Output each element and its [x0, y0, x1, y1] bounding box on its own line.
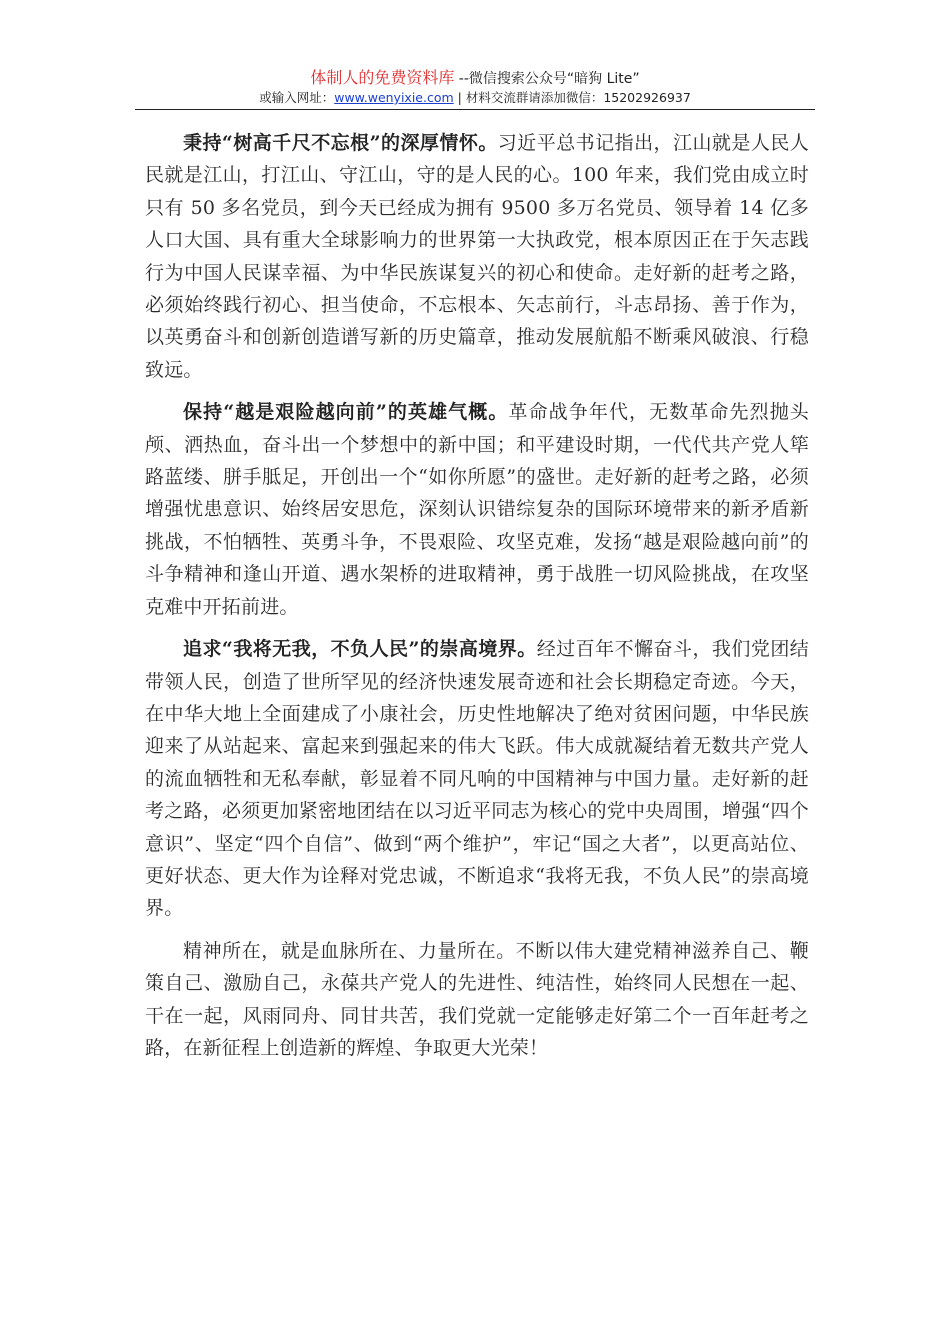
- paragraph-text: 革命战争年代，无数革命先烈抛头颅、洒热血，奋斗出一个梦想中的新中国；和平建设时期，一代代共产党人筚路蓝缕、胼手胝足，开创出一个“如你所愿”的盛世。走好新的赶考之路，必须增强忧患意识、始终居安思危，深刻认识错综复杂的国际环境带来的新矛盾新挑战，不怕牺牲、英勇斗争，不畏艰险、攻坚克难，发扬“越是艰险越向前”的斗争精神和逢山开道、遇水架桥的进取精神，勇于战胜一切风险挑战，在攻坚克难中开拓前进。: [145, 401, 809, 618]
- header-brand: 体制人的免费资料库: [310, 68, 455, 87]
- paragraph-2: [145, 396, 809, 623]
- header-contact-line: [135, 89, 815, 107]
- paragraph-heading: 保持“越是艰险越向前”的英雄气概。: [183, 401, 509, 424]
- header-promo-line: [135, 68, 815, 89]
- header-contact: | 材料交流群请添加微信：15202926937: [453, 90, 691, 105]
- paragraph-4: [145, 935, 809, 1065]
- page-header: [135, 68, 815, 107]
- document-body: [145, 127, 809, 1074]
- header-tagline: --微信搜索公众号“暗狗 Lite”: [454, 71, 640, 87]
- paragraph-3: [145, 633, 809, 925]
- paragraph-heading: 秉持“树高千尺不忘根”的深厚情怀。: [183, 132, 498, 154]
- header-website-link[interactable]: www.wenyixie.com: [334, 90, 454, 105]
- paragraph-heading: 追求“我将无我，不负人民”的崇高境界。: [183, 638, 537, 661]
- paragraph-1: [145, 127, 809, 386]
- paragraph-text: 习近平总书记指出，江山就是人民人民就是江山，打江山、守江山，守的是人民的心。100 年来，我们党由成立时只有 50 多名党员，到今天已经成为拥有 9500 多万名党员、领导着 14 亿多人口大国、具有重大全球影响力的世界第一大执政党，根本原因正在于矢志践行为中国人民谋幸福、为中华民族谋复兴的初心和使命。走好新的赶考之路，必须始终践行初心、担当使命，不忘根本、矢志前行，斗志昂扬、善于作为，以英勇奋斗和创新创造谱写新的历史篇章，推动发展航船不断乘风破浪、行稳致远。: [145, 132, 809, 381]
- paragraph-text: 经过百年不懈奋斗，我们党团结带领人民，创造了世所罕见的经济快速发展奇迹和社会长期稳定奇迹。今天，在中华大地上全面建成了小康社会，历史性地解决了绝对贫困问题，中华民族迎来了从站起来、富起来到强起来的伟大飞跃。伟大成就凝结着无数共产党人的流血牺牲和无私奉献，彰显着不同凡响的中国精神与中国力量。走好新的赶考之路，必须更加紧密地团结在以习近平同志为核心的党中央周围，增强“四个意识”、坚定“四个自信”、做到“两个维护”，牢记“国之大者”，以更高站位、更好状态、更大作为诠释对党忠诚，不断追求“我将无我，不负人民”的崇高境界。: [145, 638, 809, 920]
- paragraph-text: 精神所在，就是血脉所在、力量所在。不断以伟大建党精神滋养自己、鞭策自己、激励自己，永葆共产党人的先进性、纯洁性，始终同人民想在一起、干在一起，风雨同舟、同甘共苦，我们党就一定能够走好第二个一百年赶考之路，在新征程上创造新的辉煌、争取更大光荣！: [145, 939, 809, 1059]
- header-divider: [135, 109, 815, 110]
- header-url-prefix: 或输入网址：: [259, 90, 335, 105]
